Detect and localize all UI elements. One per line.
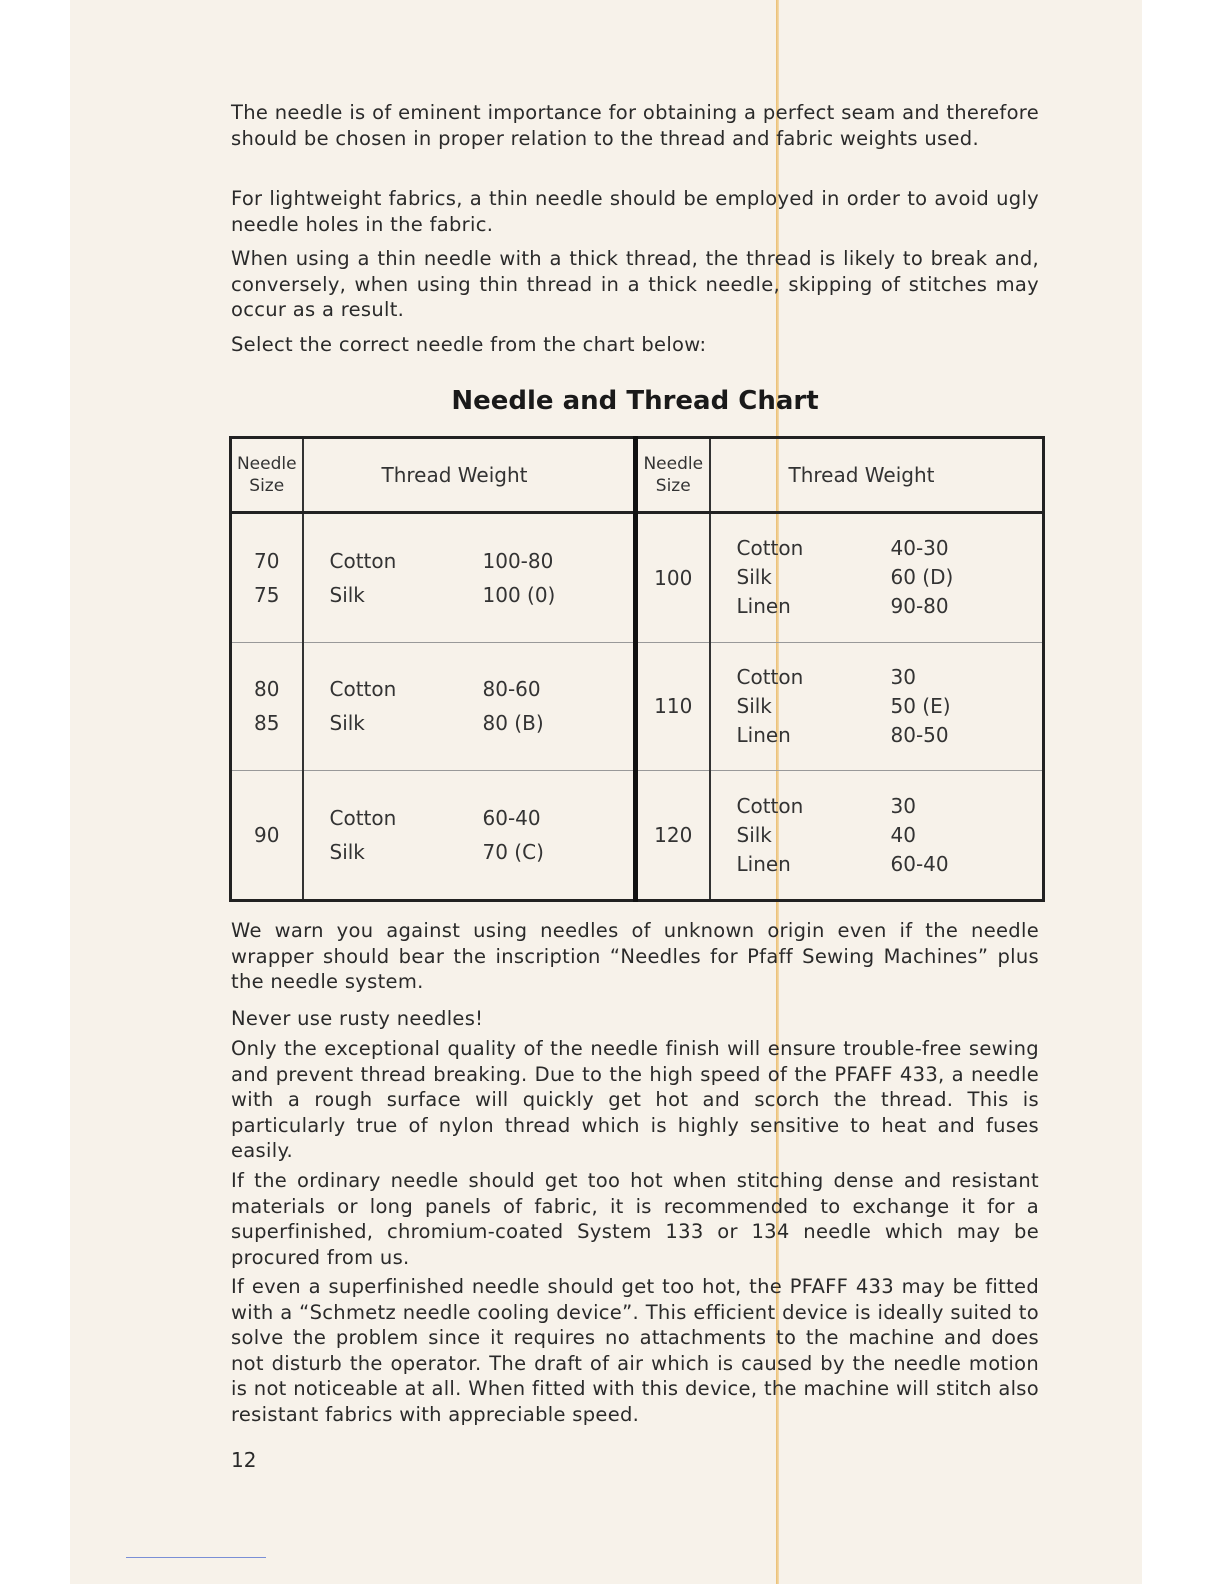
needle-size-cell: 70 75 [231, 513, 303, 643]
header-thread-weight-right: Thread Weight [710, 438, 1044, 513]
paragraph-needle-finish: Only the exceptional quality of the needle finish will ensure trouble-free sewing and prevent thread breaking. Due to the high speed of the PFAFF 433, a needle with a rough surface will quickly get hot and scorch the thread. This is particularly true of nylon thread which is highly sensitive to heat and fuses easily. [231, 1037, 1039, 1162]
needle-size-cell: 80 85 [231, 642, 303, 770]
paragraph-unknown-origin: We warn you against using needles of unknown origin even if the needle wrapper should bear the inscription “Needles for Pfaff Sewing Machines” plus the needle system. [231, 919, 1039, 993]
thread-type-cell: Cotton Silk [303, 513, 483, 643]
table-row [231, 642, 1044, 770]
header-needle-size-left: Needle Size [231, 438, 303, 513]
needle-size-cell: 100 [636, 513, 710, 643]
header-thread-weight-left: Thread Weight [303, 438, 636, 513]
header-needle-size-right: Needle Size [636, 438, 710, 513]
thread-weight-cell: 30 40 60-40 [891, 771, 1044, 901]
needle-size-cell: 90 [231, 771, 303, 901]
thread-weight-cell: 40-30 60 (D) 90-80 [891, 513, 1044, 643]
thread-weight-cell: 60-40 70 (C) [483, 771, 636, 901]
page-number: 12 [231, 1448, 257, 1472]
paragraph-cooling-device: If even a superfinished needle should get too hot, the PFAFF 433 may be fitted with a “Schmetz needle cooling device”. This efficient device is ideally suited to solve the problem since it requires no attachments to the machine and does not disturb the operator. The draft of air which is caused by the needle motion is not noticeable at all. When fitted with this device, the machine will stitch also resistant fabrics with appreciable speed. [231, 1275, 1039, 1426]
paragraph-lightweight-fabrics: For lightweight fabrics, a thin needle should be employed in order to avoid ugly needle holes in the fabric. [231, 187, 1039, 236]
table-row [231, 513, 1044, 643]
thread-weight-cell: 80-60 80 (B) [483, 642, 636, 770]
paragraph-select-needle: Select the correct needle from the chart below: [231, 333, 707, 356]
thread-type-cell: Cotton Silk [303, 642, 483, 770]
needle-size-cell: 110 [636, 642, 710, 770]
paragraph-rusty-needles: Never use rusty needles! [231, 1007, 484, 1030]
paragraph-thread-thickness: When using a thin needle with a thick thread, the thread is likely to break and, conversely, when using thin thread in a thick needle, skipping of stitches may occur as a result. [231, 247, 1039, 321]
chart-title: Needle and Thread Chart [451, 386, 819, 416]
paragraph-superfinished-needle: If the ordinary needle should get too hot when stitching dense and resistant materials or long panels of fabric, it is recommended to exchange it for a superfinished, chromium-coated System 133 or 134 needle which may be procured from us. [231, 1169, 1039, 1269]
thread-type-cell: Cotton Silk Linen [710, 642, 891, 770]
table-row [231, 771, 1044, 901]
paragraph-needle-importance: The needle is of eminent importance for obtaining a perfect seam and therefore should be chosen in proper relation to the thread and fabric weights used. [231, 101, 1039, 150]
thread-weight-cell: 30 50 (E) 80-50 [891, 642, 1044, 770]
thread-type-cell: Cotton Silk Linen [710, 513, 891, 643]
thread-type-cell: Cotton Silk Linen [710, 771, 891, 901]
scan-artifact-line [126, 1557, 266, 1558]
needle-thread-chart [229, 436, 1045, 902]
thread-type-cell: Cotton Silk [303, 771, 483, 901]
thread-weight-cell: 100-80 100 (0) [483, 513, 636, 643]
needle-size-cell: 120 [636, 771, 710, 901]
